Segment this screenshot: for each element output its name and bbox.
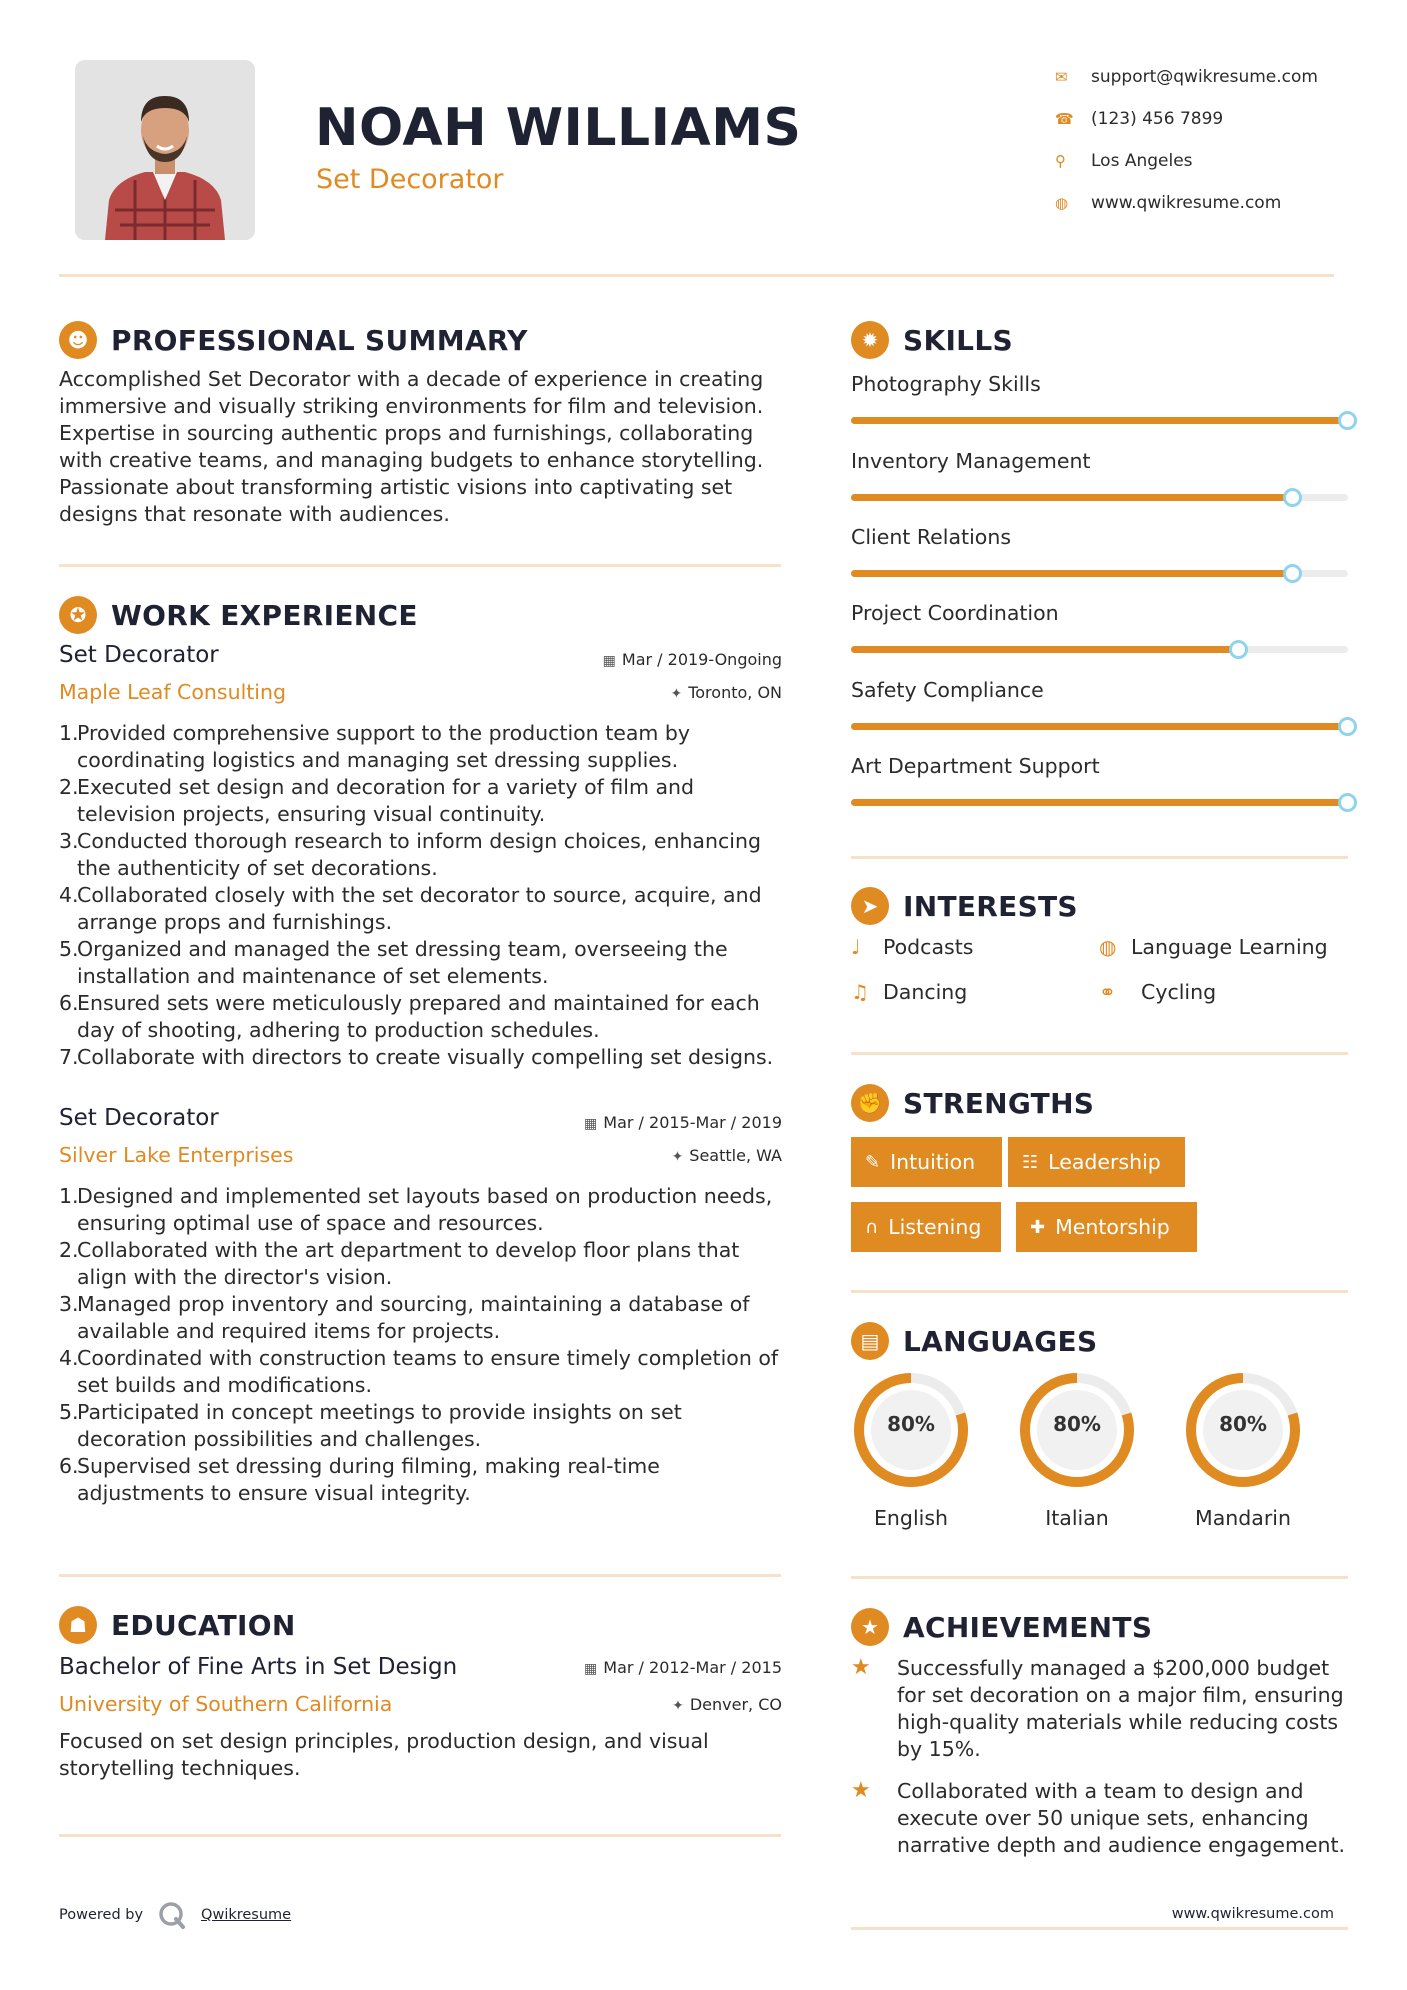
- contact-list: [1055, 56, 1385, 224]
- list-item: 2. Collaborated with the art department to develop floor plans that align with the director's vision.: [59, 1238, 740, 1289]
- list-item: 2. Executed set design and decoration for a variety of film and television projects, ensuring visual continuity.: [59, 775, 695, 826]
- divider: [851, 1052, 1348, 1055]
- list-item: 4. Collaborated closely with the set decorator to source, acquire, and arrange props and furnishings.: [59, 883, 762, 934]
- job-bullets: [59, 720, 789, 1071]
- achievement-item: Successfully managed a $200,000 budget for set decoration on a major film, ensuring high-quality materials while reducing costs by 15%.: [897, 1656, 1344, 1761]
- skill-bar-knob[interactable]: [1229, 640, 1248, 659]
- divider: [851, 1576, 1348, 1579]
- experience-heading: ✪ WORK EXPERIENCE: [59, 595, 418, 635]
- job-location: ✦ Toronto, ON: [670, 683, 782, 702]
- candidate-name: NOAH WILLIAMS: [315, 98, 802, 158]
- phone-icon: ☎: [1055, 110, 1074, 128]
- lightbulb-icon: ✹: [851, 321, 889, 359]
- divider: [851, 856, 1348, 859]
- summary-heading: ☻ PROFESSIONAL SUMMARY: [59, 320, 528, 360]
- job-company: Silver Lake Enterprises: [59, 1143, 294, 1167]
- contact-location: ⚲ Los Angeles: [1055, 151, 1193, 171]
- list-item: 6. Ensured sets were meticulously prepared and maintained for each day of shooting, adhering to production schedules.: [59, 991, 760, 1042]
- graduation-cap-icon: ☗: [59, 1606, 97, 1644]
- footer-website[interactable]: www.qwikresume.com: [1171, 1906, 1334, 1922]
- envelope-icon: ✉: [1055, 68, 1068, 86]
- list-item: 7. Collaborate with directors to create visually compelling set designs.: [59, 1045, 774, 1069]
- calendar-icon: ▦: [584, 1116, 598, 1132]
- divider: [851, 1927, 1348, 1930]
- pin-icon: ✦: [672, 1698, 684, 1714]
- skill-bar-fill: [851, 417, 1348, 424]
- candidate-role: Set Decorator: [316, 164, 504, 195]
- language-icon: ▤: [851, 1322, 889, 1360]
- profile-photo: [75, 60, 255, 240]
- microphone-icon: ♩: [851, 935, 861, 959]
- strength-tag: ✚ Mentorship: [1016, 1202, 1197, 1252]
- language-percent: 80%: [887, 1412, 935, 1436]
- degree-title: Bachelor of Fine Arts in Set Design: [59, 1654, 458, 1680]
- skill-bar-fill: [851, 570, 1293, 577]
- strength-tag: ✎ Intuition: [851, 1137, 1002, 1187]
- music-note-icon: ♫: [851, 980, 869, 1004]
- summary-text: Accomplished Set Decorator with a decade of experience in creating immersive and visually striking environments for film and television. Expertise in sourcing authentic props and furnishings, collaborating with creative teams, and managing budgets to enhance storytelling. Passionate about transforming artistic visions into captivating set designs that resonate with audiences.: [59, 367, 764, 526]
- job-bullets: [59, 1183, 789, 1507]
- languages-heading: ▤ LANGUAGES: [851, 1321, 1097, 1361]
- divider: [59, 1574, 781, 1577]
- achievements-heading: ★ ACHIEVEMENTS: [851, 1607, 1152, 1647]
- language-item: [849, 1368, 973, 1530]
- calendar-icon: ▦: [602, 653, 616, 669]
- skill-bar: [851, 494, 1348, 501]
- footer-powered-by: Powered by Qwikresume: [59, 1900, 291, 1930]
- skill-bar-fill: [851, 799, 1348, 806]
- list-item: 6. Supervised set dressing during filming, making real-time adjustments to ensure visual integrity.: [59, 1454, 660, 1505]
- skills-heading: ✹ SKILLS: [851, 320, 1013, 360]
- job-location: ✦ Seattle, WA: [671, 1146, 782, 1165]
- contact-website[interactable]: ◍ www.qwikresume.com: [1055, 193, 1282, 213]
- headphones-icon: ∩: [865, 1216, 879, 1238]
- user-icon: ☻: [59, 321, 97, 359]
- language-item: [1181, 1368, 1305, 1530]
- qwikresume-link[interactable]: Qwikresume: [201, 1907, 292, 1923]
- divider: [851, 1290, 1348, 1293]
- skill-bar-knob[interactable]: [1338, 717, 1357, 736]
- list-item: 1. Designed and implemented set layouts based on production needs, ensuring optimal use of space and resources.: [59, 1184, 773, 1235]
- star-icon: ★: [851, 1778, 871, 1803]
- strengths-heading: ✊ STRENGTHS: [851, 1083, 1094, 1123]
- list-item: 5. Organized and managed the set dressing team, overseeing the installation and maintenance of set elements.: [59, 937, 728, 988]
- list-item: 1. Provided comprehensive support to the production team by coordinating logistics and managing set dressing supplies.: [59, 721, 691, 772]
- globe-icon: ◍: [1099, 935, 1117, 959]
- star-icon: ★: [851, 1655, 871, 1680]
- user-plus-icon: ✚: [1030, 1216, 1046, 1238]
- header-divider: [59, 274, 1334, 277]
- skill-bar-fill: [851, 646, 1239, 653]
- paper-plane-icon: ➤: [851, 887, 889, 925]
- language-percent: 80%: [1053, 1412, 1101, 1436]
- job-company: Maple Leaf Consulting: [59, 680, 287, 704]
- interest-item: ♫ Dancing: [851, 980, 968, 1004]
- language-percent: 80%: [1219, 1412, 1267, 1436]
- education-description: Focused on set design principles, production design, and visual storytelling techniques.: [59, 1729, 709, 1780]
- skill-name: Photography Skills: [851, 372, 1041, 396]
- briefcase-icon: ✪: [59, 596, 97, 634]
- skill-bar-knob[interactable]: [1338, 793, 1357, 812]
- skill-bar: [851, 570, 1348, 577]
- divider: [59, 1834, 781, 1837]
- achievement-item: Collaborated with a team to design and execute over 50 unique sets, enhancing narrative depth and audience engagement.: [897, 1779, 1346, 1857]
- skill-name: Client Relations: [851, 525, 1012, 549]
- skill-bar-knob[interactable]: [1283, 488, 1302, 507]
- skill-name: Art Department Support: [851, 754, 1100, 778]
- strength-tag: ☷ Leadership: [1008, 1137, 1185, 1187]
- skill-bar: [851, 799, 1348, 806]
- education-dates: ▦ Mar / 2012-Mar / 2015: [584, 1658, 782, 1677]
- school-name: University of Southern California: [59, 1692, 393, 1716]
- users-icon: ☷: [1022, 1151, 1039, 1173]
- language-name: English: [873, 1506, 949, 1530]
- skill-bar-fill: [851, 494, 1293, 501]
- skill-bar: [851, 646, 1348, 653]
- language-item: [1015, 1368, 1139, 1530]
- skill-bar-knob[interactable]: [1283, 564, 1302, 583]
- skill-bar-fill: [851, 723, 1348, 730]
- list-item: 5. Participated in concept meetings to provide insights on set decoration possibilities and challenges.: [59, 1400, 682, 1451]
- language-name: Italian: [1045, 1506, 1109, 1530]
- education-location: ✦ Denver, CO: [672, 1695, 782, 1714]
- interest-item: ♩ Podcasts: [851, 935, 974, 959]
- qwikresume-logo-icon: [157, 1900, 187, 1930]
- divider: [59, 564, 781, 567]
- education-heading: ☗ EDUCATION: [59, 1605, 296, 1645]
- job-dates: ▦ Mar / 2015-Mar / 2019: [584, 1113, 782, 1132]
- language-name: Mandarin: [1195, 1506, 1291, 1530]
- pin-icon: ✦: [670, 686, 683, 702]
- map-pin-icon: ⚲: [1055, 152, 1066, 170]
- fist-icon: ✊: [851, 1084, 889, 1122]
- interest-item: ◍ Language Learning: [1099, 935, 1328, 959]
- contact-email[interactable]: ✉ support@qwikresume.com: [1055, 67, 1318, 87]
- strength-tag: ∩ Listening: [851, 1202, 1001, 1252]
- skill-bar-knob[interactable]: [1338, 411, 1357, 430]
- job-dates: ▦ Mar / 2019-Ongoing: [602, 650, 782, 669]
- job-title: Set Decorator: [59, 642, 219, 668]
- magic-wand-icon: ✎: [865, 1151, 881, 1173]
- job-title: Set Decorator: [59, 1105, 219, 1131]
- contact-phone[interactable]: ☎ (123) 456 7899: [1055, 109, 1224, 129]
- bicycle-icon: ⚭: [1099, 980, 1116, 1004]
- interests-heading: ➤ INTERESTS: [851, 886, 1078, 926]
- calendar-icon: ▦: [584, 1661, 598, 1677]
- skill-bar: [851, 417, 1348, 424]
- list-item: 4. Coordinated with construction teams to ensure timely completion of set builds and modifications.: [59, 1346, 779, 1397]
- skill-name: Safety Compliance: [851, 678, 1044, 702]
- star-icon: ★: [851, 1608, 889, 1646]
- globe-icon: ◍: [1055, 194, 1069, 212]
- skill-name: Project Coordination: [851, 601, 1059, 625]
- pin-icon: ✦: [671, 1149, 684, 1165]
- skill-name: Inventory Management: [851, 449, 1091, 473]
- skill-bar: [851, 723, 1348, 730]
- list-item: 3. Managed prop inventory and sourcing, maintaining a database of available and required items for projects.: [59, 1292, 750, 1343]
- list-item: 3. Conducted thorough research to inform design choices, enhancing the authenticity of set decorations.: [59, 829, 761, 880]
- interest-item: ⚭ Cycling: [1099, 980, 1217, 1004]
